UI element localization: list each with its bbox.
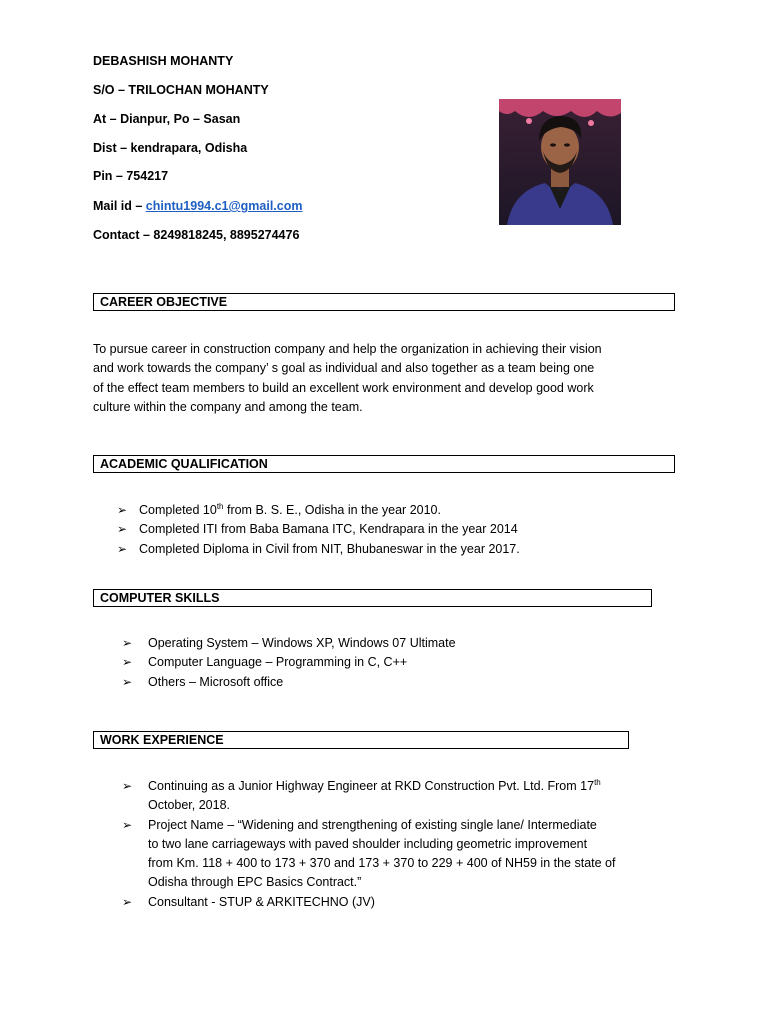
item-text: Completed 10 — [139, 503, 217, 517]
item-text: Completed ITI from Baba Bamana ITC, Kendrapara in the year 2014 — [139, 522, 518, 537]
section-career-objective — [93, 293, 675, 311]
list-item — [117, 520, 520, 539]
list-item — [122, 653, 456, 672]
profile-photo — [499, 99, 621, 225]
list-item — [122, 893, 682, 912]
list-item — [117, 501, 520, 520]
applicant-name: DEBASHISH MOHANTY — [93, 54, 234, 68]
section-heading: CAREER OBJECTIVE — [100, 295, 228, 309]
email-link[interactable]: chintu1994.c1@gmail.com — [145, 199, 303, 213]
address-line: At – Dianpur, Po – Sasan — [93, 112, 241, 126]
item-text: Completed Diploma in Civil from NIT, Bhubaneswar in the year 2017. — [139, 541, 520, 556]
career-objective-text — [93, 340, 678, 417]
item-text: Project Name – “Widening and strengthening of existing single lane/ Intermediate — [148, 817, 597, 832]
objective-line: and work towards the company’ s goal as individual and also together as a team being one — [93, 361, 595, 376]
item-text: from Km. 118 + 400 to 173 + 370 and 173 + 370 to 229 + 400 of NH59 in the state of — [148, 856, 616, 871]
arrow-bullet-icon: ➢ — [122, 817, 133, 832]
item-text: Operating System – Windows XP, Windows 07 Ultimate — [148, 636, 456, 650]
arrow-bullet-icon: ➢ — [122, 636, 133, 650]
item-text: from B. S. E., Odisha in the year 2010. — [223, 503, 441, 517]
item-text: Others – Microsoft office — [148, 674, 284, 689]
contact-line: Contact – 8249818245, 8895274476 — [93, 228, 300, 242]
objective-line: culture within the company and among the team. — [93, 399, 363, 414]
section-heading: ACADEMIC QUALIFICATION — [100, 457, 268, 471]
arrow-bullet-icon: ➢ — [122, 655, 133, 670]
item-text: October, 2018. — [148, 798, 231, 813]
list-item — [122, 816, 682, 893]
arrow-bullet-icon: ➢ — [117, 541, 128, 556]
item-text: Computer Language – Programming in C, C++ — [148, 655, 408, 670]
item-text: Consultant - STUP & ARKITECHNO (JV) — [148, 894, 375, 909]
profile-photo-icon — [499, 99, 621, 225]
work-list — [122, 777, 682, 912]
list-item — [122, 634, 456, 653]
section-work-experience — [93, 731, 629, 749]
parent-name: S/O – TRILOCHAN MOHANTY — [93, 83, 269, 97]
pin-line: Pin – 754217 — [93, 169, 169, 183]
item-text: Continuing as a Junior Highway Engineer at RKD Construction Pvt. Ltd. From 17 — [148, 779, 595, 793]
mail-label: Mail id – — [93, 199, 146, 213]
academic-list — [117, 501, 520, 559]
list-item — [122, 777, 682, 816]
section-academic-qualification — [93, 455, 675, 473]
arrow-bullet-icon: ➢ — [122, 894, 133, 909]
item-text: Odisha through EPC Basics Contract.” — [148, 875, 362, 890]
arrow-bullet-icon: ➢ — [117, 522, 128, 537]
section-heading: COMPUTER SKILLS — [100, 591, 220, 605]
objective-line: of the effect team members to build an excellent work environment and develop good work — [93, 380, 594, 395]
list-item — [117, 540, 520, 559]
objective-line: To pursue career in construction company and help the organization in achieving their vision — [93, 342, 602, 356]
arrow-bullet-icon: ➢ — [122, 674, 133, 689]
section-computer-skills — [93, 589, 652, 607]
item-superscript: th — [216, 502, 224, 511]
arrow-bullet-icon: ➢ — [122, 779, 133, 793]
district-line: Dist – kendrapara, Odisha — [93, 141, 248, 155]
list-item — [122, 673, 456, 692]
section-heading: WORK EXPERIENCE — [100, 733, 224, 747]
skills-list — [122, 634, 456, 692]
item-superscript: th — [594, 778, 601, 787]
arrow-bullet-icon: ➢ — [117, 503, 128, 517]
item-text: to two lane carriageways with paved shoulder including geometric improvement — [148, 836, 588, 851]
mail-line — [93, 198, 303, 214]
